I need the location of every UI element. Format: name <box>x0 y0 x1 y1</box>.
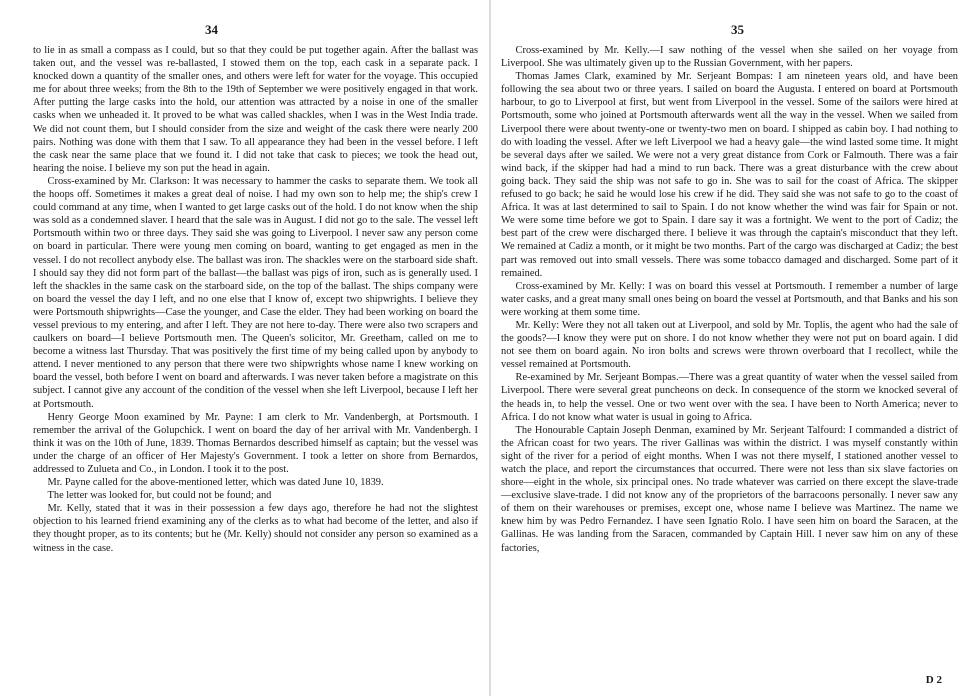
paragraph: to lie in as small a compass as I could, but so that they could be put together again. After the ballast was taken out, and the vessel was re-ballasted, I stowed them on the top, each cask in a separate pack. I knocked down a quantity of the smaller ones, and others were left for water for the voyage. This occupied me for about three weeks; from the 8th to the 19th of September we were positively engaged in that work. After putting the large casks into the hold, our attention was attracted by a noise in one of the smaller casks when we unheaded it. It proved to be what was called shackles, when I was in the West India trade. We did not count them, but I should consider from the size and weight of the cask there were nearly 200 pairs. Nothing was done with them that I saw. To all appearance they had been in the vessel before. I left the cask near the same place that we found it. I did not take that cask to pieces; we took the head out, hearing the noise. I believe my son put the head in again. <box>33 45 478 174</box>
signature-mark: D 2 <box>925 674 942 686</box>
paragraph: Mr. Kelly: Were they not all taken out at Liverpool, and sold by Mr. Toplis, the agent who had the sale of the goods?—I know they were put on shore. I do not know whether they were not put on board again. I did not see them on board again. No iron bolts and screws were thrown overboard that I recollect, while the vessel remained at Portsmouth. <box>501 319 958 371</box>
page-number: 34 <box>205 22 218 37</box>
right-page <box>490 0 980 696</box>
page-text <box>33 44 478 555</box>
paragraph: Henry George Moon examined by Mr. Payne: I am clerk to Mr. Vandenbergh, at Portsmouth. I remember the arrival of the Golupchick. I went on board the day of her arrival with Mr. Vandenbergh. I think it was on the 10th of June, 1839. Thomas Bernardos described himself as captain; but the vessel was under the charge of an officer of Her Majesty's Government. I took a letter on shore from Bernardos, addressed to Zulueta and Co., in London. I took it to the post. <box>33 411 478 475</box>
paragraph: The letter was looked for, but could not be found; and <box>47 490 272 502</box>
paragraph: Re-examined by Mr. Serjeant Bompas.—There was a great quantity of water when the vessel sailed from Liverpool. There were several great puncheons on deck. In consequence of the storm we knocked several of the heads in, to help the vessel. One or two went over with the sea. I have been to North America; never to Africa. I do not know what water is usual in going to Africa. <box>501 372 958 423</box>
paragraph: Mr. Payne called for the above-mentioned letter, which was dated June 10, 1839. <box>47 477 384 489</box>
page-number: 35 <box>731 22 744 37</box>
paragraph: Cross-examined by Mr. Kelly: I was on board this vessel at Portsmouth. I remember a number of large water casks, and a great many small ones being on board the vessel at Portsmouth, and that Banks and his son were working at them some time. <box>501 280 958 318</box>
paragraph: Mr. Kelly, stated that it was in their possession a few days ago, therefore he had not the slightest objection to his learned friend examining any of the clerks as to what had become of the letter, and also if they thought proper, as to its contents; but he (Mr. Kelly) should not consider any person so examined as a witness in the case. <box>33 503 478 554</box>
paragraph: Cross-examined by Mr. Clarkson: It was necessary to hammer the casks to separate them. We took all the hoops off. Sometimes it makes a great deal of noise. I had my own son to help me; the ship's crew I could command at any time, when I wanted to get large casks out of the hold. I do not know when the ship was sold as a condemned slaver. I heard that the sale was in August. I did not go to the sale. The vessel left Portsmouth within two or three days. They said she was going to Liverpool. I never saw any person come on board in particular. There were young men coming on board, wanting to get engaged as men in the vessel. I do not recollect anybody else. The ballast was iron. The shackles were on the starboard side shaft. I should say they did not form part of the ballast—the ballast was pigs of iron, such as is generally used. I left the shackles in the same cask on the starboard side, on the top of the ballast. The ships company were on board the vessel the day I left, and no one else that I know of, except two shipwrights. I believe they were Portsmouth shipwrights—Case the younger, and Case the elder. They had been working on board the vessel previous to my entering, and after I left. They are not here to-day. There were also two scrapers and caulkers on board—I believe Portsmouth men. The Queen's solicitor, Mr. Greetham, called on me to become a witness last Thursday. That was positively the first time of my being called upon by anybody to attend. I never mentioned to any person that there were two shipwrights whose name I knew working on board the vessel, both before I went on board and afterwards. I was never taken before a magistrate on this subject. I cannot give any account of the condition of the vessel when she left Liverpool, because I left her at Portsmouth. <box>33 175 478 410</box>
page-text <box>501 44 958 555</box>
paragraph: The Honourable Captain Joseph Denman, examined by Mr. Serjeant Talfourd: I commanded a district of the African coast for two years. The river Gallinas was within the district. I was myself constantly within sight of the river for a period of eight months. When I was not there myself, I stationed another vessel to watch the place, and report the circumstances that occurred. There were not less than six slave factories on shore—eight in the whole, six principal ones. No trade whatever was carried on there except the slave-trade—exclusive slave-trade. I did not know any of the proprietors of the barracoons personally. I never saw any of them on their warehouses or premises, except one, whose name I believe was Martinez. The name we knew him by was Pedro Fernandez. I have seen Ignatio Rolo. I have seen him on board the Saracen, at the Gallinas. He was landing from the Saracen, commanded by Captain Hill. I never saw him on any of these factories, <box>501 424 958 554</box>
paragraph: Thomas James Clark, examined by Mr. Serjeant Bompas: I am nineteen years old, and have been following the sea about two or three years. I sailed on board the Augusta. I entered on board at Portsmouth harbour, to go to Liverpool at first, but went from Liverpool in the vessel. Some of the sailors were hired at Portsmouth, some who joined at Portsmouth afterwards went all the way in the vessel. When we sailed from Liverpool there were about twenty-one or twenty-two men on board. I shipped as cabin boy. I had nothing to do with loading the vessel. After we left Liverpool we had a heavy gale—the wind lasted some time. It might be several days after we sailed. We were not a very great distance from Cork or Falmouth. There was a fair wind back, if the skipper had had a mind to run back. There was a great disturbance with the crew about going back. They said the ship was not safe to go in. She was to sail for the coast of Africa. The skipper refused to go back; he said he would lose his crew if he did. They said she was not safe to go to the coast of Africa. It was at last determined to sail to Spain. I do not know whether the wind was fair for Spain or not. We were some time before we got to Spain. I dare say it was a fortnight. We went to the port of Cadiz; the best part of the crew were discharged there. I believe it was through the captain's misconduct that they left. We remained at Cadiz a month, or it might be two months. Part of the cargo was discharged at Cadiz; the best part was removed out into small vessels. There was some tobacco damaged and discharged. Some part of it remained. <box>501 71 958 279</box>
paragraph: Cross-examined by Mr. Kelly.—I saw nothing of the vessel when she sailed on her voyage from Liverpool. She was ultimately given up to the Russian Government, with her papers. <box>501 45 958 70</box>
